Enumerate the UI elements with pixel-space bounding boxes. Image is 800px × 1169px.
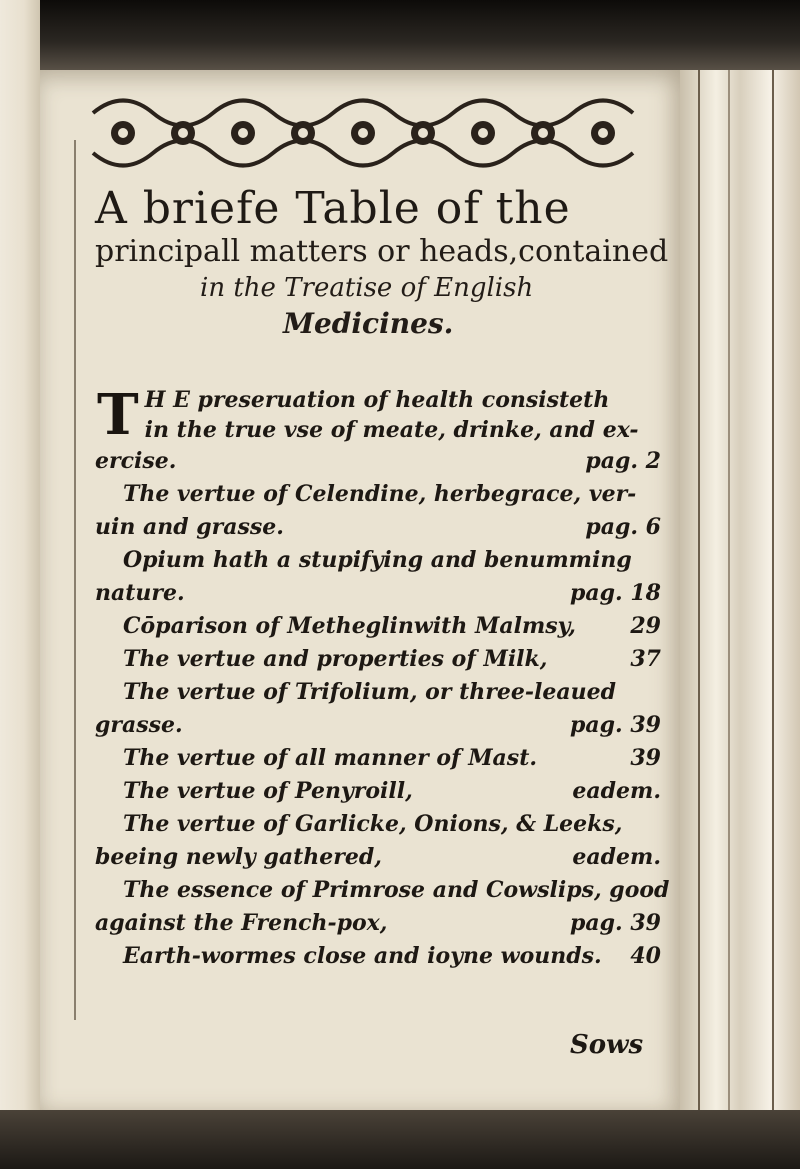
page-reference: eadem.	[572, 778, 661, 804]
page-margin-rule	[74, 140, 76, 1020]
toc-entry-text: H E preseruation of health consisteth	[144, 387, 610, 413]
toc-entry	[95, 874, 670, 940]
page-reference: pag. 6	[585, 514, 661, 540]
toc-entry-text: The vertue of Penyroill,	[123, 778, 413, 804]
toc-entry	[95, 742, 665, 775]
gutter-line	[698, 70, 700, 1110]
toc-entry-text: against the French-pox,	[95, 910, 388, 936]
toc-entry-text: beeing newly gathered,	[95, 844, 382, 870]
toc-entry-text: The vertue of Trifolium, or three-leaued	[123, 679, 616, 705]
gutter-line	[772, 70, 774, 1110]
title-line: A briefe Table of the	[95, 183, 571, 234]
page-reference: pag. 39	[570, 712, 661, 738]
page-gutter	[680, 70, 800, 1110]
drop-cap: T	[97, 382, 139, 448]
toc-entry-text: Earth-wormes close and ioyne wounds.	[123, 943, 602, 969]
page-reference: pag. 2	[585, 448, 661, 474]
toc-entry-text: The vertue of Celendine, herbegrace, ver-	[123, 481, 637, 507]
title-line: principall matters or heads,contained	[95, 234, 669, 269]
toc-entry-text: The essence of Primrose and Cowslips, good	[123, 877, 670, 903]
toc-entry	[95, 775, 665, 808]
toc-entry-text: nature.	[95, 580, 185, 606]
page-reference: 37	[630, 646, 661, 672]
page-reference: 40	[630, 943, 661, 969]
previous-page-edge	[0, 0, 40, 1169]
toc-entry-text: grasse.	[95, 712, 183, 738]
toc-entry-text: in the true vse of meate, drinke, and ex-	[144, 417, 639, 443]
page-reference: 39	[630, 745, 661, 771]
toc-entry	[95, 544, 665, 610]
gutter-line	[728, 70, 730, 1110]
scan-top-shadow	[0, 0, 800, 70]
page-reference: pag. 18	[570, 580, 661, 606]
decorative-headpiece	[88, 88, 648, 180]
toc-entry-text: uin and grasse.	[95, 514, 284, 540]
toc-entry	[95, 676, 665, 742]
catchword: Sows	[570, 1030, 644, 1060]
toc-entry	[95, 940, 665, 973]
toc-entry	[95, 808, 665, 874]
page-reference: 29	[630, 613, 661, 639]
table-of-contents	[95, 382, 670, 973]
page-reference: eadem.	[572, 844, 661, 870]
toc-entry	[95, 610, 665, 643]
toc-entry	[95, 478, 665, 544]
toc-entry-text: ercise.	[95, 448, 177, 474]
toc-entry-text: The vertue of Garlicke, Onions, & Leeks,	[123, 811, 623, 837]
toc-entry	[95, 382, 665, 478]
toc-entry	[95, 643, 665, 676]
toc-entry-text: The vertue of all manner of Mast.	[123, 745, 538, 771]
title-line: in the Treatise of English	[200, 273, 534, 303]
toc-entry-text: Cōparison of Metheglinwith Malmsy,	[123, 613, 576, 639]
title-line: Medicines.	[283, 307, 454, 340]
toc-entry-text: Opium hath a stupifying and benumming	[123, 547, 632, 573]
toc-entry-text: The vertue and properties of Milk,	[123, 646, 548, 672]
page-title	[95, 183, 669, 343]
page-reference: pag. 39	[570, 910, 661, 936]
scan-bottom-shadow	[0, 1110, 800, 1169]
